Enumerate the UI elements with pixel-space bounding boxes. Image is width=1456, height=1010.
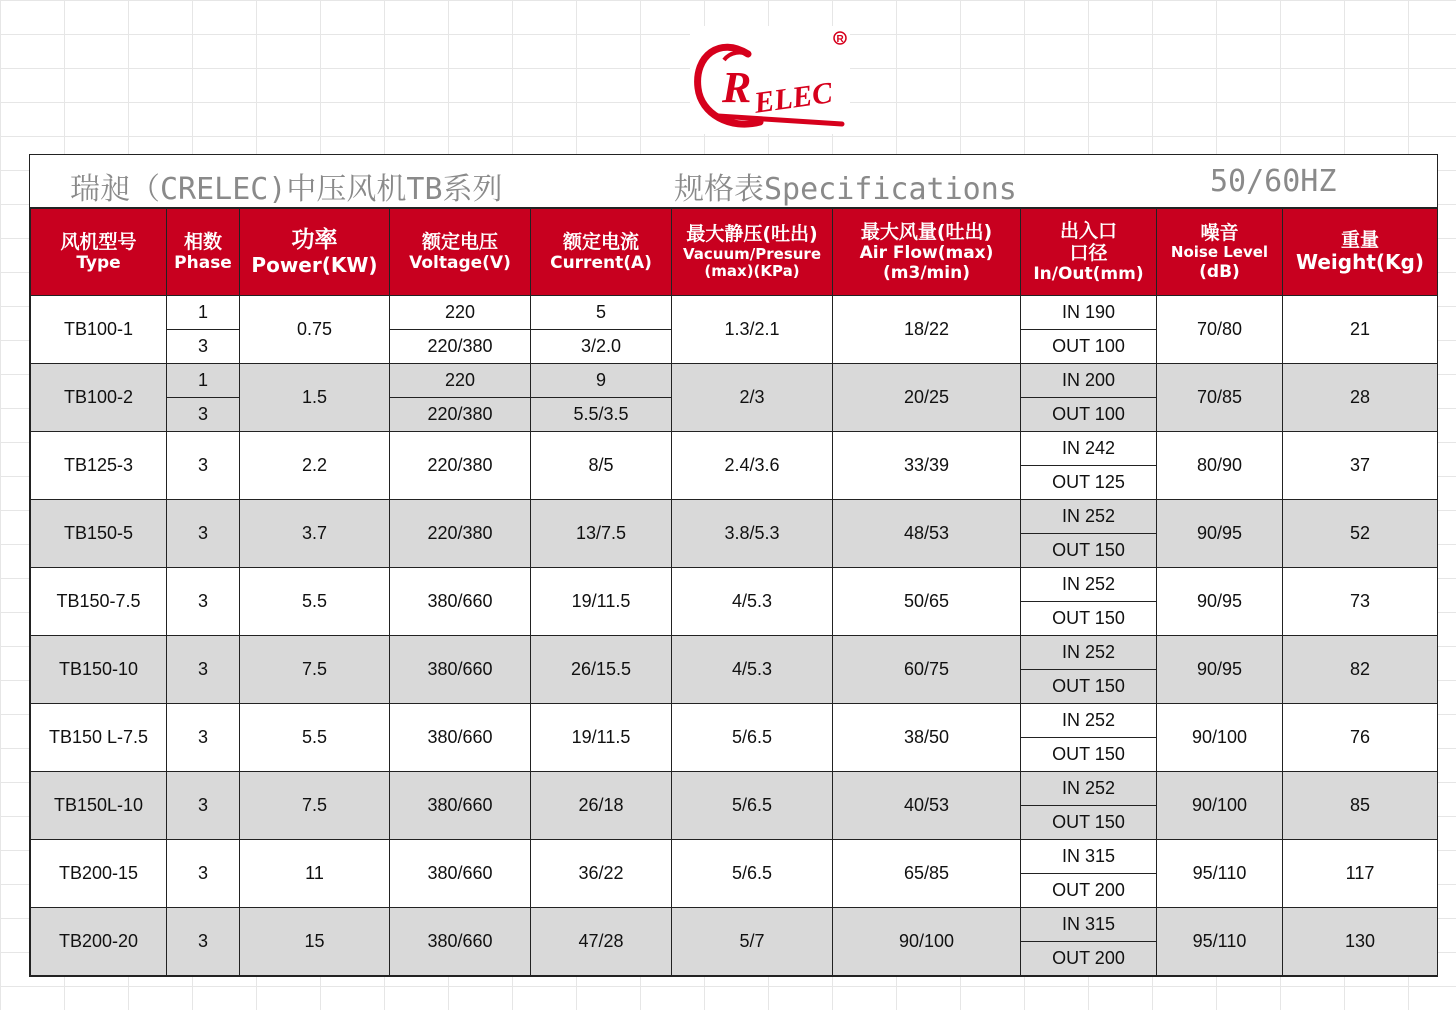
crelec-logo bbox=[690, 26, 850, 134]
cell-type: TB200-20 bbox=[31, 908, 167, 976]
cell-phase: 1 bbox=[167, 296, 240, 330]
cell-phase: 3 bbox=[167, 398, 240, 432]
cell-weight: 117 bbox=[1283, 840, 1438, 908]
cell-power: 0.75 bbox=[240, 296, 390, 364]
cell-pressure: 1.3/2.1 bbox=[672, 296, 833, 364]
cell-inlet: IN 252 bbox=[1021, 568, 1157, 602]
cell-current: 3/2.0 bbox=[531, 330, 672, 364]
cell-voltage: 220 bbox=[390, 364, 531, 398]
cell-voltage: 220 bbox=[390, 296, 531, 330]
cell-power: 7.5 bbox=[240, 772, 390, 840]
cell-weight: 37 bbox=[1283, 432, 1438, 500]
cell-outlet: OUT 100 bbox=[1021, 330, 1157, 364]
cell-inlet: IN 315 bbox=[1021, 840, 1157, 874]
table-row bbox=[31, 840, 1438, 874]
cell-inlet: IN 190 bbox=[1021, 296, 1157, 330]
cell-phase: 3 bbox=[167, 432, 240, 500]
spec-table bbox=[30, 208, 1438, 976]
header-inout: 出入口 口径 In/Out(mm) bbox=[1021, 209, 1157, 296]
svg-text:R: R bbox=[836, 34, 844, 45]
cell-power: 2.2 bbox=[240, 432, 390, 500]
cell-phase: 3 bbox=[167, 840, 240, 908]
cell-inlet: IN 252 bbox=[1021, 636, 1157, 670]
cell-pressure: 4/5.3 bbox=[672, 568, 833, 636]
cell-voltage: 220/380 bbox=[390, 398, 531, 432]
cell-airflow: 65/85 bbox=[833, 840, 1021, 908]
cell-weight: 21 bbox=[1283, 296, 1438, 364]
cell-weight: 85 bbox=[1283, 772, 1438, 840]
cell-phase: 3 bbox=[167, 568, 240, 636]
cell-current: 5 bbox=[531, 296, 672, 330]
cell-noise: 90/100 bbox=[1157, 772, 1283, 840]
cell-type: TB100-1 bbox=[31, 296, 167, 364]
cell-voltage: 380/660 bbox=[390, 568, 531, 636]
cell-airflow: 50/65 bbox=[833, 568, 1021, 636]
svg-text:R: R bbox=[722, 63, 752, 112]
series-title: 瑞昶（CRELEC)中压风机TB系列 bbox=[70, 172, 503, 207]
cell-airflow: 38/50 bbox=[833, 704, 1021, 772]
cell-outlet: OUT 150 bbox=[1021, 602, 1157, 636]
table-row bbox=[31, 364, 1438, 398]
cell-airflow: 90/100 bbox=[833, 908, 1021, 976]
cell-weight: 76 bbox=[1283, 704, 1438, 772]
cell-voltage: 380/660 bbox=[390, 636, 531, 704]
cell-weight: 130 bbox=[1283, 908, 1438, 976]
cell-current: 26/15.5 bbox=[531, 636, 672, 704]
cell-voltage: 220/380 bbox=[390, 330, 531, 364]
header-airflow: 最大风量(吐出) Air Flow(max) (m3/min) bbox=[833, 209, 1021, 296]
cell-power: 1.5 bbox=[240, 364, 390, 432]
cell-noise: 90/100 bbox=[1157, 704, 1283, 772]
cell-outlet: OUT 150 bbox=[1021, 534, 1157, 568]
cell-power: 5.5 bbox=[240, 568, 390, 636]
header-weight: 重量 Weight(Kg) bbox=[1283, 209, 1438, 296]
cell-current: 26/18 bbox=[531, 772, 672, 840]
cell-phase: 3 bbox=[167, 704, 240, 772]
cell-type: TB150 L-7.5 bbox=[31, 704, 167, 772]
cell-type: TB125-3 bbox=[31, 432, 167, 500]
cell-current: 9 bbox=[531, 364, 672, 398]
cell-airflow: 33/39 bbox=[833, 432, 1021, 500]
header-current: 额定电流 Current(A) bbox=[531, 209, 672, 296]
cell-phase: 1 bbox=[167, 364, 240, 398]
header-phase: 相数 Phase bbox=[167, 209, 240, 296]
cell-noise: 90/95 bbox=[1157, 500, 1283, 568]
cell-pressure: 4/5.3 bbox=[672, 636, 833, 704]
cell-weight: 52 bbox=[1283, 500, 1438, 568]
table-row bbox=[31, 568, 1438, 602]
cell-power: 11 bbox=[240, 840, 390, 908]
cell-noise: 95/110 bbox=[1157, 840, 1283, 908]
cell-inlet: IN 252 bbox=[1021, 500, 1157, 534]
cell-voltage: 380/660 bbox=[390, 908, 531, 976]
cell-inlet: IN 242 bbox=[1021, 432, 1157, 466]
cell-power: 5.5 bbox=[240, 704, 390, 772]
cell-airflow: 60/75 bbox=[833, 636, 1021, 704]
cell-current: 8/5 bbox=[531, 432, 672, 500]
cell-type: TB100-2 bbox=[31, 364, 167, 432]
cell-noise: 95/110 bbox=[1157, 908, 1283, 976]
cell-noise: 70/80 bbox=[1157, 296, 1283, 364]
table-row bbox=[31, 908, 1438, 942]
cell-pressure: 3.8/5.3 bbox=[672, 500, 833, 568]
cell-power: 3.7 bbox=[240, 500, 390, 568]
table-row bbox=[31, 636, 1438, 670]
cell-power: 7.5 bbox=[240, 636, 390, 704]
cell-pressure: 5/6.5 bbox=[672, 772, 833, 840]
cell-outlet: OUT 200 bbox=[1021, 874, 1157, 908]
title-bar bbox=[30, 155, 1437, 208]
frequency-title: 50/60HZ bbox=[1210, 164, 1337, 199]
cell-airflow: 20/25 bbox=[833, 364, 1021, 432]
cell-voltage: 220/380 bbox=[390, 432, 531, 500]
cell-inlet: IN 315 bbox=[1021, 908, 1157, 942]
table-row bbox=[31, 432, 1438, 466]
cell-noise: 80/90 bbox=[1157, 432, 1283, 500]
cell-airflow: 40/53 bbox=[833, 772, 1021, 840]
header-row bbox=[31, 209, 1438, 296]
cell-phase: 3 bbox=[167, 908, 240, 976]
cell-noise: 90/95 bbox=[1157, 568, 1283, 636]
spec-sheet bbox=[29, 154, 1438, 977]
cell-outlet: OUT 150 bbox=[1021, 670, 1157, 704]
cell-type: TB150-5 bbox=[31, 500, 167, 568]
table-row bbox=[31, 704, 1438, 738]
header-voltage: 额定电压 Voltage(V) bbox=[390, 209, 531, 296]
cell-pressure: 5/6.5 bbox=[672, 840, 833, 908]
cell-outlet: OUT 125 bbox=[1021, 466, 1157, 500]
header-type: 风机型号 Type bbox=[31, 209, 167, 296]
cell-current: 5.5/3.5 bbox=[531, 398, 672, 432]
cell-weight: 28 bbox=[1283, 364, 1438, 432]
cell-pressure: 2/3 bbox=[672, 364, 833, 432]
table-row bbox=[31, 772, 1438, 806]
spec-title: 规格表Specifications bbox=[674, 172, 1017, 207]
header-pressure: 最大静压(吐出) Vacuum/Presure (max)(KPa) bbox=[672, 209, 833, 296]
cell-noise: 70/85 bbox=[1157, 364, 1283, 432]
cell-voltage: 220/380 bbox=[390, 500, 531, 568]
cell-pressure: 5/6.5 bbox=[672, 704, 833, 772]
header-power: 功率 Power(KW) bbox=[240, 209, 390, 296]
cell-current: 19/11.5 bbox=[531, 704, 672, 772]
cell-weight: 73 bbox=[1283, 568, 1438, 636]
cell-type: TB150L-10 bbox=[31, 772, 167, 840]
cell-type: TB150-7.5 bbox=[31, 568, 167, 636]
cell-current: 36/22 bbox=[531, 840, 672, 908]
header-noise: 噪音 Noise Level (dB) bbox=[1157, 209, 1283, 296]
cell-current: 19/11.5 bbox=[531, 568, 672, 636]
cell-power: 15 bbox=[240, 908, 390, 976]
cell-inlet: IN 200 bbox=[1021, 364, 1157, 398]
cell-type: TB200-15 bbox=[31, 840, 167, 908]
cell-type: TB150-10 bbox=[31, 636, 167, 704]
cell-outlet: OUT 200 bbox=[1021, 942, 1157, 976]
table-row bbox=[31, 500, 1438, 534]
cell-noise: 90/95 bbox=[1157, 636, 1283, 704]
cell-outlet: OUT 150 bbox=[1021, 738, 1157, 772]
cell-phase: 3 bbox=[167, 636, 240, 704]
cell-weight: 82 bbox=[1283, 636, 1438, 704]
cell-airflow: 18/22 bbox=[833, 296, 1021, 364]
cell-phase: 3 bbox=[167, 330, 240, 364]
cell-outlet: OUT 100 bbox=[1021, 398, 1157, 432]
table-row bbox=[31, 296, 1438, 330]
cell-outlet: OUT 150 bbox=[1021, 806, 1157, 840]
cell-voltage: 380/660 bbox=[390, 704, 531, 772]
svg-text:ELEC: ELEC bbox=[752, 76, 835, 120]
cell-voltage: 380/660 bbox=[390, 840, 531, 908]
cell-inlet: IN 252 bbox=[1021, 704, 1157, 738]
cell-phase: 3 bbox=[167, 500, 240, 568]
cell-airflow: 48/53 bbox=[833, 500, 1021, 568]
cell-current: 13/7.5 bbox=[531, 500, 672, 568]
cell-inlet: IN 252 bbox=[1021, 772, 1157, 806]
cell-current: 47/28 bbox=[531, 908, 672, 976]
cell-pressure: 5/7 bbox=[672, 908, 833, 976]
cell-phase: 3 bbox=[167, 772, 240, 840]
cell-pressure: 2.4/3.6 bbox=[672, 432, 833, 500]
cell-voltage: 380/660 bbox=[390, 772, 531, 840]
